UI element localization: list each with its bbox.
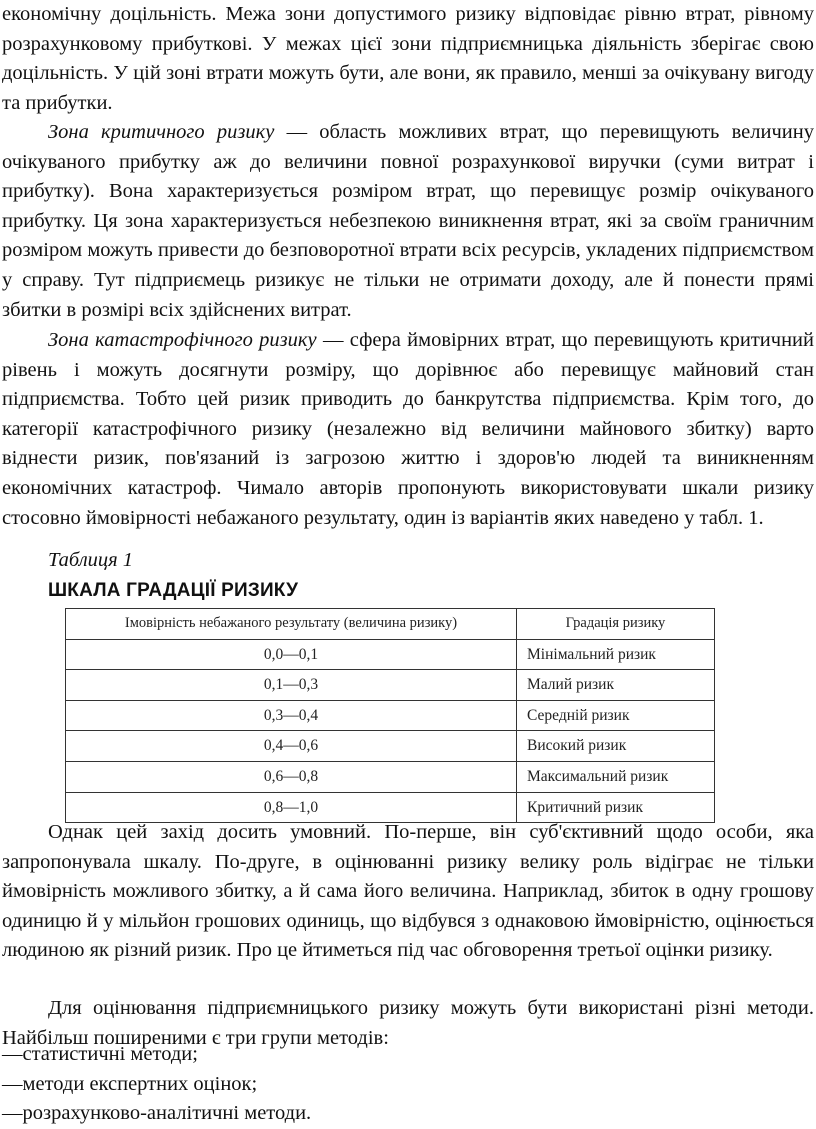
methods-list (2, 1040, 311, 1129)
table-header-row (66, 609, 715, 640)
paragraph-critical-risk (0, 118, 816, 325)
grade-cell: Високий ризик (517, 731, 715, 762)
probability-cell: 0,0—0,1 (66, 639, 517, 670)
header-grade: Градація ризику (517, 609, 715, 640)
table-row (66, 670, 715, 701)
probability-cell: 0,4—0,6 (66, 731, 517, 762)
table-title: ШКАЛА ГРАДАЦІЇ РИЗИКУ (48, 580, 299, 601)
probability-cell: 0,3—0,4 (66, 700, 517, 731)
table-row (66, 731, 715, 762)
paragraph-acceptable-risk-end: економічну доцільність. Межа зони допустимого ризику відповідає рівню втрат, рівному розрахунковому прибуткові. У межах цієї зони підприємницька діяльність зберігає свою доцільність. У цій зоні втрати можуть бути, але вони, як правило, менші за очікувану вигоду та прибутки. (2, 3, 814, 114)
paragraph-catastrophic-risk (0, 326, 816, 533)
probability-cell: 0,6—0,8 (66, 761, 517, 792)
grade-cell: Мінімальний ризик (517, 639, 715, 670)
paragraph-methods-intro: Для оцінювання підприємницького ризику можуть бути використані різні методи. Найбільш поширеними є три групи методів: (2, 997, 814, 1049)
table-caption: Таблиця 1 (48, 549, 134, 571)
grade-cell: Середній ризик (517, 700, 715, 731)
risk-gradation-table (65, 608, 715, 823)
term-catastrophic-risk-zone: Зона катастрофічного ризику (48, 329, 317, 351)
list-item: —статистичні методи; (2, 1043, 198, 1065)
probability-cell: 0,8—1,0 (66, 792, 517, 823)
grade-cell: Максимальний ризик (517, 761, 715, 792)
grade-cell: Критичний ризик (517, 792, 715, 823)
list-item: —розрахунково-аналітичні методи. (2, 1102, 312, 1125)
paragraph-scale-critique: Однак цей захід досить умовний. По-перше, він суб'єктивний щодо особи, яка запропонувала шкалу. По-друге, в оцінюванні ризику велику роль відіграє не тільки ймовірність можливого збитку, а й сама його величина. Наприклад, збиток в одну грошову одиницю й у мільйон грошових одиниць, що відбувся з однаковою ймовірністю, оцінюється людиною як різний ризик. Про це йтиметься під час обговорення третьої оцінки ризику. (2, 821, 814, 962)
grade-cell: Малий ризик (517, 670, 715, 701)
table-row (66, 700, 715, 731)
critical-risk-description: — область можливих втрат, що перевищують величину очікуваного прибутку аж до величини повної розрахункової виручки (суми витрат і прибутку). Вона характеризується розміром втрат, що перевищує розмір очікуваного прибутку. Ця зона характеризується небезпекою виникнення втрат, які за своїм граничним розміром можуть привести до безповоротної втрати всіх ресурсів, укладених підприємством у справу. Тут підприємець ризикує не тільки не отримати доходу, але й понести прямі збитки в розмірі всіх здійснених витрат. (2, 121, 814, 321)
table-row (66, 639, 715, 670)
table-row (66, 761, 715, 792)
probability-cell: 0,1—0,3 (66, 670, 517, 701)
header-probability: Імовірність небажаного результату (величина ризику) (66, 609, 517, 640)
catastrophic-risk-description: — сфера ймовірних втрат, що перевищують критичний рівень і можуть досягнути розміру, що дорівнює або перевищує майновий стан підприємства. Тобто цей ризик приводить до банкрутства підприємства. Крім того, до категорії катастрофічного ризику (незалежно від величини майнового збитку) варто віднести ризик, пов'язаний із загрозою життю і здоров'ю людей та виникненням економічних катастроф. Чимало авторів пропонують використовувати шкали ризику стосовно ймовірності небажаного результату, один із варіантів яких наведено у табл. 1. (2, 329, 814, 529)
list-item: —методи експертних оцінок; (2, 1072, 258, 1095)
term-critical-risk-zone: Зона критичного ризику (48, 121, 275, 143)
